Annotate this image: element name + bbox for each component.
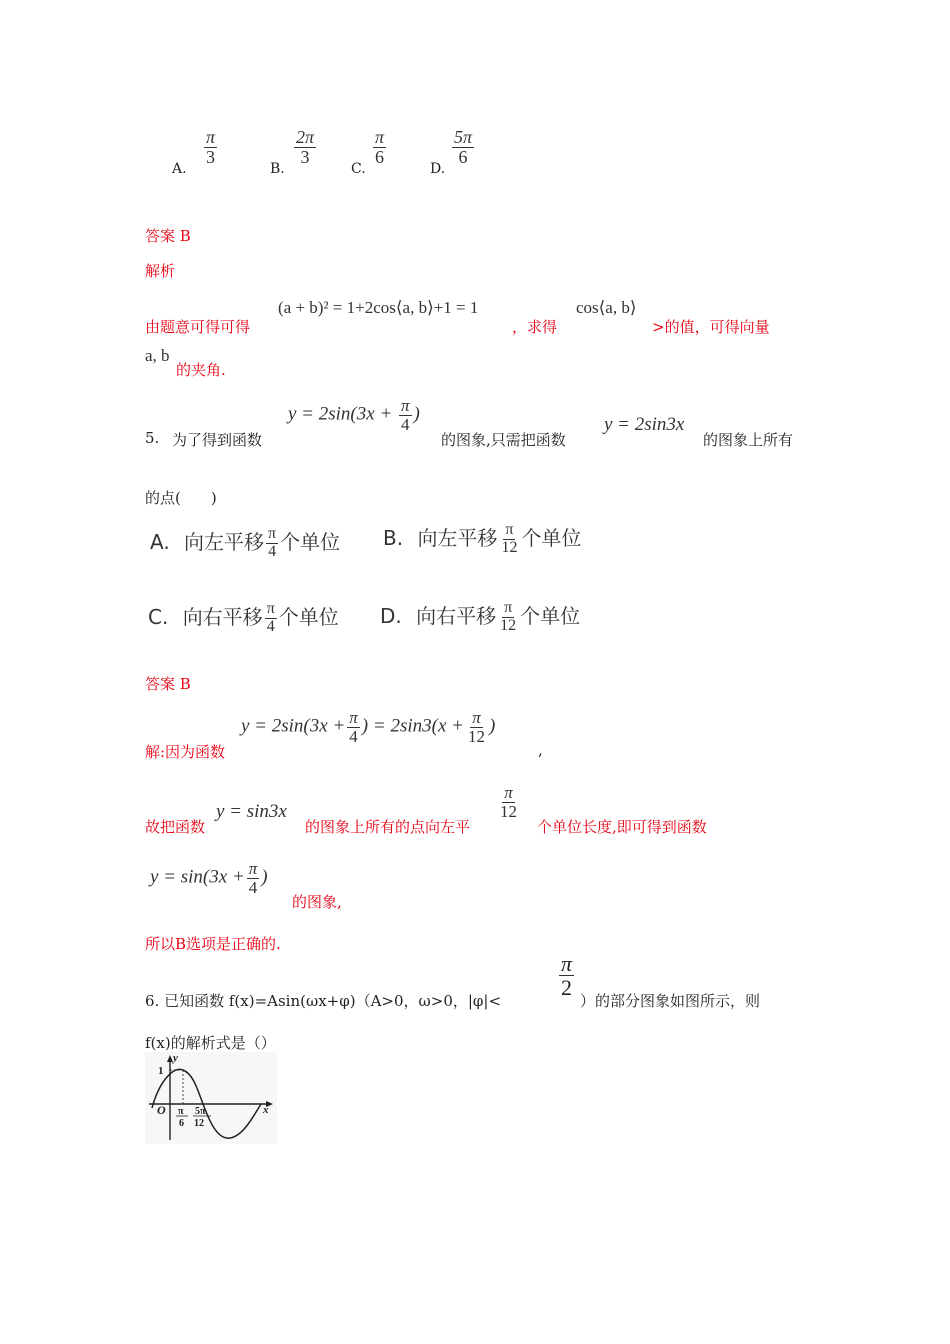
q4-analysis-mid: ，求得	[512, 318, 558, 336]
q4-option-c-label: C.	[351, 161, 366, 177]
q4-option-a-fraction: $\frac{\pi}{3}$	[206, 127, 216, 167]
q5-text1: 为了得到函数	[172, 431, 263, 449]
graph-background	[145, 1052, 277, 1144]
q5-func1: y = 2sin(3x + $\frac{\pi}{4}$ )	[288, 396, 420, 434]
q6-fraction: $\frac{\pi}{2}$	[561, 951, 573, 1001]
tick2-den: 12	[194, 1118, 204, 1129]
tick1-den: 6	[179, 1118, 184, 1129]
q4-analysis-end: 的夹角.	[176, 361, 226, 379]
q5-option-a: A. 向左平移 $\frac{\pi}{4}$ 个单位	[150, 525, 341, 560]
q5-sol2-end: 个单位长度,即可得到函数	[537, 818, 707, 836]
q5-text3: 的图象上所有	[703, 431, 794, 449]
q5-sol-equation: y = 2sin(3x + $\frac{\pi}{4}$ ) = 2sin3(x + $\frac{\pi}{12}$ )	[241, 708, 496, 746]
q4-option-b-label: B.	[270, 161, 285, 177]
q4-analysis-prefix: 由题意可得可得	[145, 318, 251, 336]
q6-sine-graph	[145, 1052, 277, 1144]
q4-option-d-label: D.	[430, 161, 446, 177]
q4-analysis-vectors: a, b	[145, 346, 170, 365]
q4-analysis-formula: (a + b)² = 1+2cos⟨a, b⟩+1 = 1	[278, 298, 479, 317]
q5-sol2-prefix: 故把函数	[145, 818, 206, 836]
q4-option-c-fraction: $\frac{\pi}{6}$	[375, 127, 385, 167]
label-origin: O	[157, 1103, 166, 1117]
label-one: 1	[158, 1065, 164, 1077]
tick1-num: π	[178, 1106, 184, 1117]
q5-sol-comma: ,	[538, 741, 543, 759]
q4-analysis-cos: cos⟨a, b⟩	[576, 298, 637, 317]
q6-line2: f(x)的解析式是（）	[145, 1034, 276, 1052]
q5-conclusion: 所以B选项是正确的.	[145, 935, 281, 953]
q5-number: 5.	[145, 429, 160, 447]
q4-analysis-suffix: >的值，可得向量	[652, 318, 770, 336]
q4-answer: 答案 B	[145, 227, 191, 245]
q5-sol2-fraction: $\frac{\pi}{12}$	[500, 783, 517, 821]
q5-text4: 的点( )	[145, 489, 217, 507]
q5-answer: 答案 B	[145, 675, 191, 693]
q5-sol3-func: y = sin(3x + $\frac{\pi}{4}$ )	[150, 859, 268, 897]
q5-func2: y = 2sin3x	[604, 414, 685, 435]
q4-option-a-label: A.	[172, 161, 187, 177]
q5-sol2-func: y = sin3x	[216, 801, 287, 822]
q5-option-c: C. 向右平移 $\frac{\pi}{4}$ 个单位	[148, 600, 339, 635]
label-y: y	[173, 1052, 178, 1064]
q5-option-d: D. 向右平移 $\frac{\pi}{12}$ 个单位	[380, 599, 581, 634]
tick2-num: 5π	[195, 1106, 206, 1117]
q5-sol2-mid: 的图象上所有的点向左平	[305, 818, 471, 836]
label-x: x	[263, 1104, 269, 1116]
q5-option-b: B. 向左平移 $\frac{\pi}{12}$ 个单位	[383, 521, 582, 556]
q6-text: 6. 已知函数 f(x)=Asin(ωx+φ)（A>0，ω>0，|φ|<	[145, 992, 502, 1010]
q5-sol3-end: 的图象,	[292, 893, 342, 911]
q5-sol-prefix: 解:因为函数	[145, 743, 226, 761]
q4-option-d-fraction: $\frac{5\pi}{6}$	[454, 127, 473, 167]
q6-text-end: ）的部分图象如图所示，则	[580, 992, 761, 1010]
q4-analysis-title: 解析	[145, 262, 176, 280]
q4-option-b-fraction: $\frac{2\pi}{3}$	[296, 127, 315, 167]
q5-text2: 的图象,只需把函数	[441, 431, 566, 449]
